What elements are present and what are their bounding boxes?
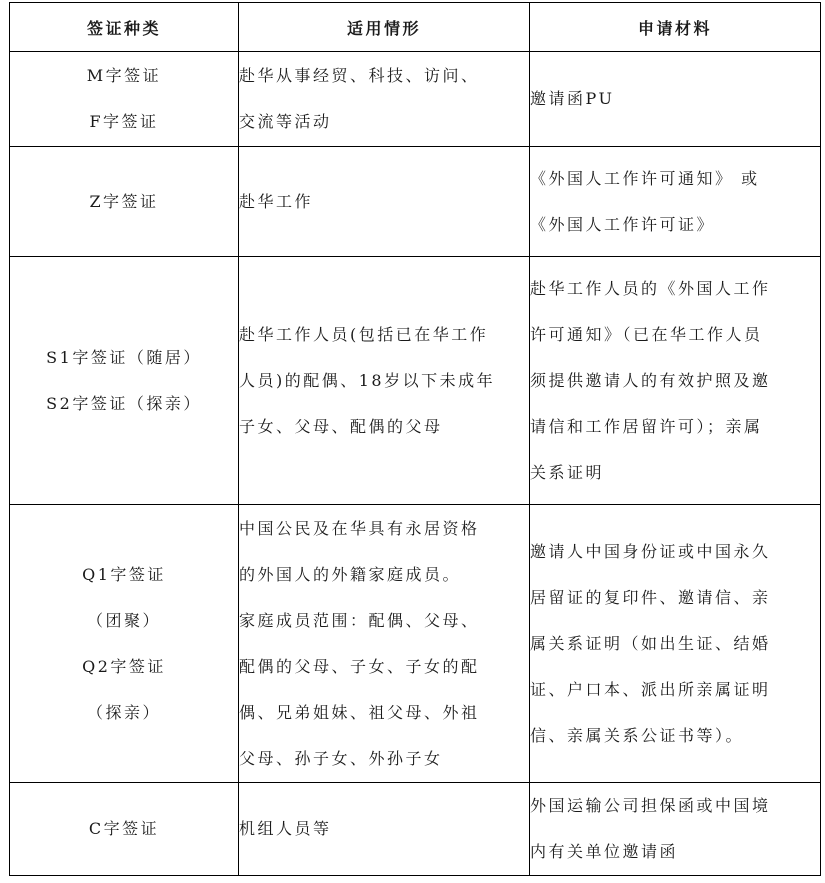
materials-cell: [530, 147, 821, 257]
cell-line: 配偶的父母、子女、子女的配: [239, 656, 480, 676]
cell-line: 请信和工作居留许可）；亲属: [530, 416, 763, 436]
cell-line: 属关系证明（如出生证、结婚: [530, 633, 771, 653]
condition-cell: [239, 783, 530, 876]
condition-cell: [239, 52, 530, 147]
cell-line: 《外国人工作许可通知》 或: [530, 168, 760, 188]
header-condition: 适用情形: [239, 3, 530, 52]
table-row: [10, 505, 821, 783]
header-visa-type: 签证种类: [10, 3, 239, 52]
cell-line: 中国公民及在华具有永居资格: [239, 518, 480, 538]
cell-line: 内有关单位邀请函: [530, 842, 679, 861]
cell-line: 赴华工作: [239, 191, 314, 211]
cell-line: Q1字签证: [82, 564, 166, 584]
visa-type-cell: [10, 52, 239, 147]
cell-line: 赴华工作人员的《外国人工作: [530, 278, 771, 298]
visa-table: [9, 2, 821, 876]
cell-line: S2字签证（探亲）: [46, 393, 202, 413]
cell-line: 外国运输公司担保函或中国境: [530, 796, 771, 815]
visa-type-cell: [10, 257, 239, 505]
visa-type-cell: [10, 783, 239, 876]
cell-line: 关系证明: [530, 462, 605, 482]
cell-line: M字签证: [86, 66, 162, 85]
materials-cell: [530, 257, 821, 505]
cell-line: Z字签证: [89, 191, 159, 211]
table-row: [10, 783, 821, 876]
cell-line: 赴华工作人员(包括已在华工作: [239, 324, 489, 344]
header-row: [10, 3, 821, 52]
cell-line: 家庭成员范围：配偶、父母、: [239, 610, 480, 630]
cell-line: 的外国人的外籍家庭成员。: [239, 564, 462, 584]
cell-line: C字签证: [88, 819, 160, 838]
table-row: [10, 257, 821, 505]
cell-line: 赴华从事经贸、科技、访问、: [239, 66, 480, 85]
cell-line: 许可通知》（已在华工作人员: [530, 324, 763, 344]
cell-line: 《外国人工作许可证》: [530, 214, 716, 234]
cell-line: Q2字签证: [82, 656, 166, 676]
cell-line: 偶、兄弟姐妹、祖父母、外祖: [239, 702, 480, 722]
table-row: [10, 52, 821, 147]
cell-line: 交流等活动: [239, 112, 332, 131]
cell-line: 信、亲属关系公证书等）。: [530, 725, 745, 745]
cell-line: S1字签证（随居）: [46, 347, 202, 367]
materials-cell: [530, 783, 821, 876]
visa-type-cell: [10, 505, 239, 783]
cell-line: （探亲）: [86, 702, 161, 722]
condition-cell: [239, 257, 530, 505]
header-materials: 申请材料: [530, 3, 821, 52]
cell-line: 子女、父母、配偶的父母: [239, 416, 443, 436]
materials-cell: [530, 505, 821, 783]
materials-cell: [530, 52, 821, 147]
cell-line: 父母、孙子女、外孙子女: [239, 748, 443, 768]
cell-line: 证、户口本、派出所亲属证明: [530, 679, 771, 699]
cell-line: F字签证: [89, 112, 159, 131]
visa-type-cell: [10, 147, 239, 257]
condition-cell: [239, 505, 530, 783]
cell-line: 邀请人中国身份证或中国永久: [530, 541, 771, 561]
table-row: [10, 147, 821, 257]
cell-line: 须提供邀请人的有效护照及邀: [530, 370, 771, 390]
cell-line: 邀请函PU: [530, 89, 615, 108]
cell-line: （团聚）: [86, 610, 161, 630]
cell-line: 居留证的复印件、邀请信、亲: [530, 587, 771, 607]
condition-cell: [239, 147, 530, 257]
cell-line: 人员)的配偶、18岁以下未成年: [239, 370, 496, 390]
cell-line: 机组人员等: [239, 819, 332, 838]
